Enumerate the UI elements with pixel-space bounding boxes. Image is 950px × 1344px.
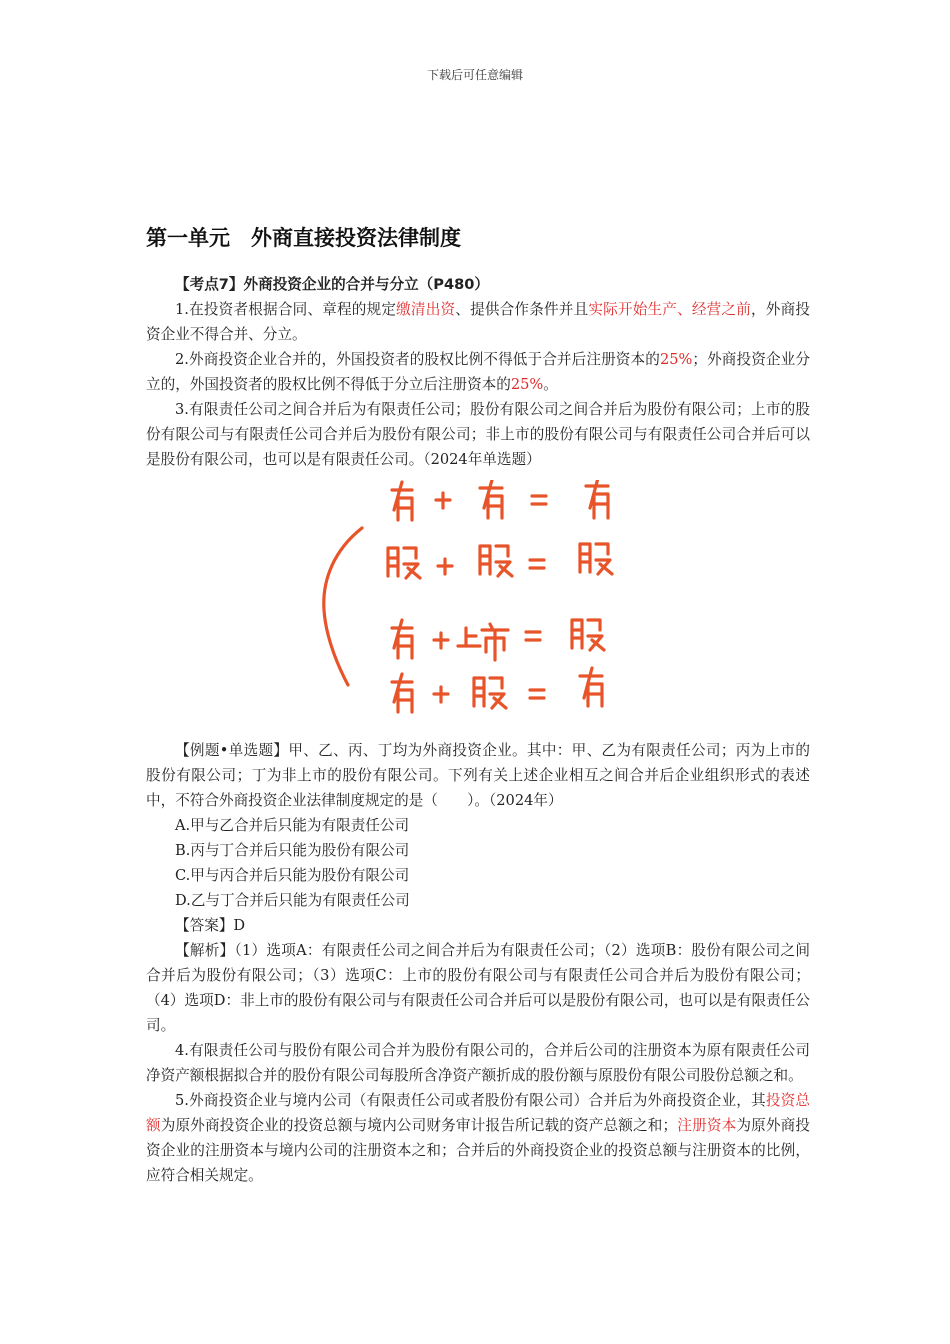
p2-text-a: 2.外商投资企业合并的，外国投资者的股权比例不得低于合并后注册资本的: [175, 351, 660, 368]
kaodian-heading: 【考点7】外商投资企业的合并与分立（P480）: [175, 276, 490, 293]
handwriting-row-1: [392, 480, 608, 520]
example-question: 【例题•单选题】甲、乙、丙、丁均为外商投资企业。其中：甲、乙为有限责任公司；丙为上市的股份有限公司；丁为非上市的股份有限公司。下列有关上述企业相互之间合并后企业组织形式的表述中，不符合外商投资企业法律制度规定的是（ ）。（2024年）: [146, 742, 810, 809]
document-body: [146, 272, 810, 1188]
paragraph-1: [146, 297, 810, 347]
p1-text-a: 1.在投资者根据合同、章程的规定: [175, 301, 397, 318]
p2-highlight-1: 25%: [659, 351, 693, 368]
p5-highlight-1: 投资总额: [146, 1092, 810, 1134]
brace-stroke: [324, 528, 362, 685]
paragraph-2: [146, 347, 810, 397]
p2-text-c: 。: [543, 376, 558, 393]
p1-text-b: 、提供合作条件并且: [455, 301, 589, 318]
option-d: D.乙与丁合并后只能为有限责任公司: [175, 892, 410, 909]
page-header-note: 下载后可任意编辑: [426, 68, 523, 82]
paragraph-5: [146, 1088, 810, 1188]
p5-text-c: 为原外商投资企业的注册资本与境内公司的注册资本之和；合并后的外商投资企业的投资总额与注册资本的比例，应符合相关规定。: [146, 1117, 810, 1184]
paragraph-4: 4.有限责任公司与股份有限公司合并为股份有限公司的，合并后公司的注册资本为原有限责任公司净资产额根据拟合并的股份有限公司每股所含净资产额折成的股份额与原股份有限公司股份总额之和。: [146, 1042, 810, 1084]
analysis: 【解析】（1）选项A：有限责任公司之间合并后为有限责任公司；（2）选项B：股份有限公司之间合并后为股份有限公司；（3）选项C：上市的股份有限公司与有限责任公司合并后为股份有限公司；（4）选项D：非上市的股份有限公司与有限责任公司合并后可以是股份有限公司，也可以是有限责任公司。: [146, 942, 810, 1034]
option-b: B.丙与丁合并后只能为股份有限公司: [175, 842, 410, 859]
p1-highlight-2: 实际开始生产、经营之前: [588, 301, 752, 318]
p1-text-c: ，外商投资企业不得合并、分立。: [146, 301, 810, 343]
p5-text-b: 为原外商投资企业的投资总额与境内公司财务审计报告所记载的资产总额之和；: [160, 1117, 678, 1134]
p5-text-a: 5.外商投资企业与境内公司（有限责任公司或者股份有限公司）合并后为外商投资企业，其: [175, 1092, 766, 1109]
p1-highlight-1: 缴清出资: [396, 301, 456, 318]
handwriting-row-2: [388, 544, 612, 578]
paragraph-3: 3.有限责任公司之间合并后为有限责任公司；股份有限公司之间合并后为股份有限公司；上市的股份有限公司与有限责任公司合并后为股份有限公司；非上市的股份有限公司与有限责任公司合并后可以是股份有限公司，也可以是有限责任公司。（2024年单选题）: [146, 401, 810, 468]
handwriting-row-3: [392, 620, 604, 660]
option-a: A.甲与乙合并后只能为有限责任公司: [175, 817, 410, 834]
answer: 【答案】D: [175, 917, 246, 934]
p5-highlight-2: 注册资本: [677, 1117, 737, 1134]
p2-text-b: ；外商投资企业分立的，外国投资者的股权比例不得低于分立后注册资本的: [146, 351, 810, 393]
unit-title: 第一单元 外商直接投资法律制度: [146, 226, 461, 250]
handwritten-merger-notes: [304, 480, 664, 730]
option-c: C.甲与丙合并后只能为股份有限公司: [175, 867, 410, 884]
handwriting-row-4: [392, 668, 602, 712]
p2-highlight-2: 25%: [510, 376, 544, 393]
